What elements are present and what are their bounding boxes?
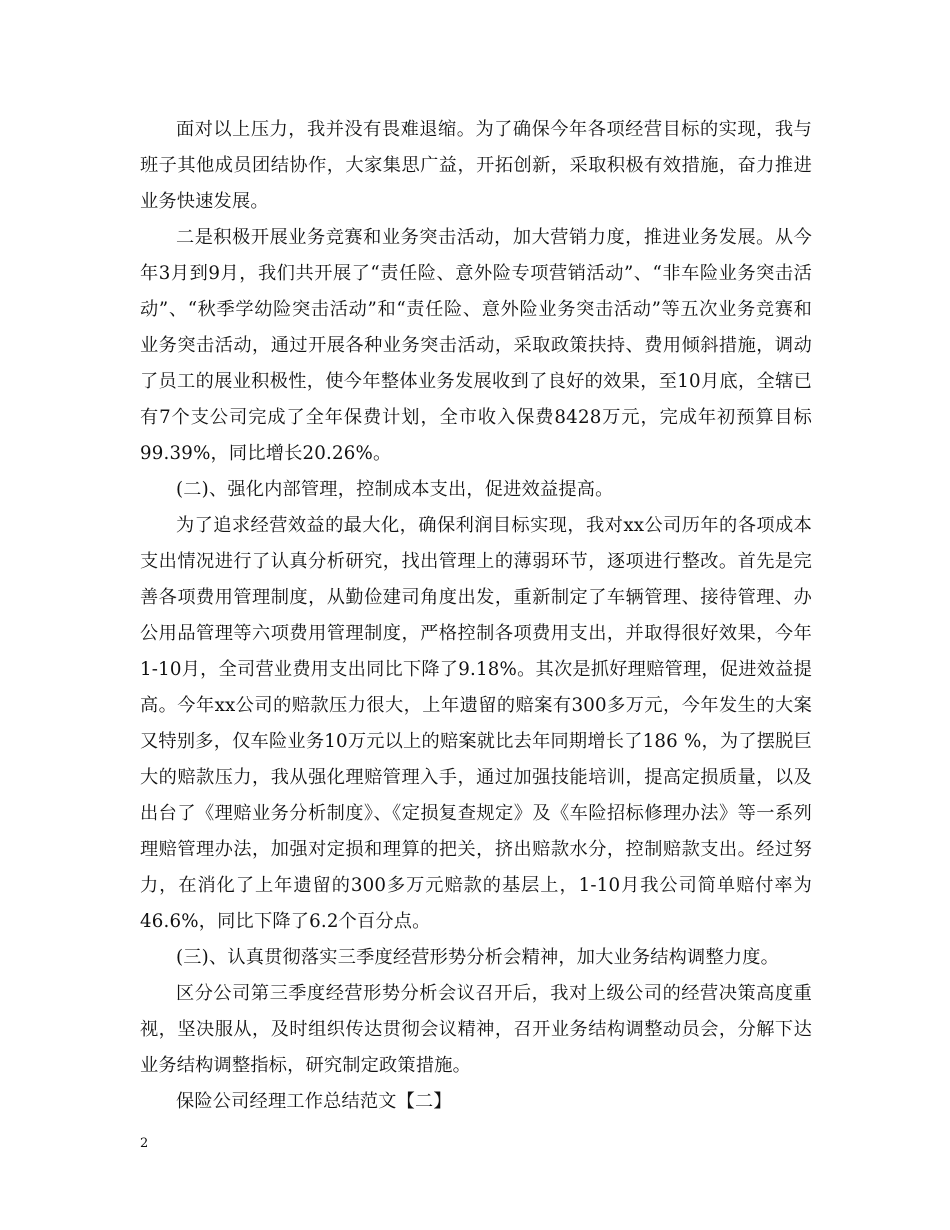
section-heading-internal-management: (二)、强化内部管理，控制成本支出，促进效益提高。 [176,479,614,500]
section-heading-structure-adjustment: (三)、认真贯彻落实三季度经营形势分析会精神，加大业务结构调整力度。 [176,947,779,968]
paragraph-meeting-implementation: 区分公司第三季度经营形势分析会议召开后，我对上级公司的经营决策高度重视，坚决服从，及时组织传达贯彻会议精神，召开业务结构调整动员会，分解下达业务结构调整指标，研究制定政策措施。 [140,983,812,1076]
page-number: 2 [140,1136,149,1151]
section-title-summary-two: 保险公司经理工作总结范文【二】 [176,1091,452,1112]
paragraph-pressure-response: 面对以上压力，我并没有畏难退缩。为了确保今年各项经营目标的实现，我与班子其他成员团结协作，大家集思广益，开拓创新，采取积极有效措施，奋力推进业务快速发展。 [140,119,812,212]
paragraph-sales-campaigns: 二是积极开展业务竞赛和业务突击活动，加大营销力度，推进业务发展。从今年3月到9月，我们共开展了“责任险、意外险专项营销活动”、“非车险业务突击活动”、“秋季学幼险突击活动”和“责任险、意外险业务突击活动”等五次业务竞赛和业务突击活动，通过开展各种业务突击活动，采取政策扶持、费用倾斜措施，调动了员工的展业积极性，使今年整体业务发展收到了良好的效果，至10月底，全辖已有7个支公司完成了全年保费计划，全市收入保费8428万元，完成年初预算目标99.39%，同比增长20.26%。 [140,227,812,464]
document-body [140,112,812,1120]
paragraph-cost-control: 为了追求经营效益的最大化，确保利润目标实现，我对xx公司历年的各项成本支出情况进行了认真分析研究，找出管理上的薄弱环节，逐项进行整改。首先是完善各项费用管理制度，从勤俭建司角度出发，重新制定了车辆管理、接待管理、办公用品管理等六项费用管理制度，严格控制各项费用支出，并取得很好效果，今年1-10月，全司营业费用支出同比下降了9.18%。其次是抓好理赔管理，促进效益提高。今年xx公司的赔款压力很大，上年遗留的赔案有300多万元，今年发生的大案又特别多，仅车险业务10万元以上的赔案就比去年同期增长了186 %，为了摆脱巨大的赔款压力，我从强化理赔管理入手，通过加强技能培训，提高定损质量，以及出台了《理赔业务分析制度》、《定损复查规定》及《车险招标修理办法》等一系列理赔管理办法，加强对定损和理算的把关，挤出赔款水分，控制赔款支出。经过努力，在消化了上年遗留的300多万元赔款的基层上，1-10月我公司简单赔付率为46.6%，同比下降了6.2个百分点。 [140,515,812,932]
